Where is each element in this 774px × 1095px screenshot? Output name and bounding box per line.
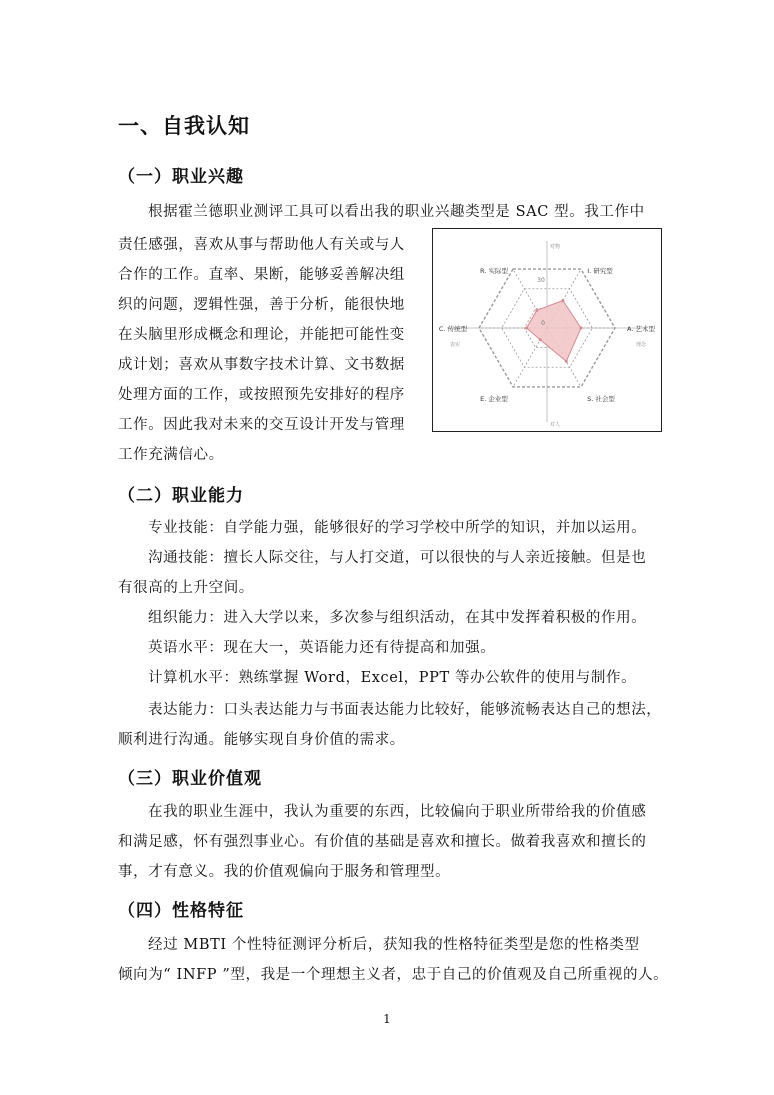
paragraph-line: 责任感强，喜欢从事与帮助他人有关或与人 <box>118 237 405 253</box>
page-number: 1 <box>383 1012 391 1026</box>
paragraph-line: 专业技能：自学能力强，能够很好的学习学校中所学的知识，并加以运用。 <box>148 520 647 536</box>
paragraph-line: 顺利进行沟通。能够实现自身价值的需求。 <box>118 732 405 748</box>
radar-category-label: I. 研究型 <box>587 267 613 275</box>
paragraph-line: 英语水平：现在大一，英语能力还有待提高和加强。 <box>148 640 496 656</box>
radar-category-label: C. 传统型 <box>438 325 468 333</box>
paragraph-line: 经过 MBTI 个性特征测评分析后，获知我的性格特征类型是您的性格类型 <box>148 937 640 953</box>
radar-data-point <box>539 338 542 341</box>
section-title-personality: （四）性格特征 <box>118 901 244 921</box>
radar-data-area <box>527 301 581 362</box>
radar-data-point <box>565 360 568 363</box>
section-heading: 一、自我认知 <box>118 114 250 138</box>
paragraph-line: 倾向为“ INFP ”型，我是一个理想主义者，忠于自己的价值观及自己所重视的人。 <box>118 967 669 983</box>
axis-label-top: 对物 <box>549 244 561 250</box>
paragraph-line: 工作充满信心。 <box>118 447 224 463</box>
paragraph-line: 织的问题，逻辑性强，善于分析，能很快地 <box>118 297 405 313</box>
radar-category-label: E. 企业型 <box>480 395 508 403</box>
holland-radar-chart <box>432 228 662 432</box>
paragraph-line: 根据霍兰德职业测评工具可以看出我的职业兴趣类型是 SAC 型。我工作中 <box>148 204 645 220</box>
axis-label-left: 表实 <box>449 342 461 348</box>
radar-tick-label: 30 <box>537 277 545 284</box>
radar-data-point <box>580 327 583 330</box>
radar-category-label: S. 社会型 <box>587 395 615 403</box>
paragraph-line: 在我的职业生涯中，我认为重要的东西，比较偏向于职业所带给我的价值感 <box>148 804 647 820</box>
paragraph-line: 合作的工作。直率、果断，能够妥善解决组 <box>118 267 405 283</box>
section-title-values: （三）职业价值观 <box>118 769 262 789</box>
paragraph-line: 工作。因此我对未来的交互设计开发与管理 <box>118 417 405 433</box>
radar-data-point <box>535 309 538 312</box>
paragraph-line: 成计划；喜欢从事数字技术计算、文书数据 <box>118 357 405 373</box>
section-title-ability: （二）职业能力 <box>118 486 244 506</box>
radar-svg <box>433 229 661 431</box>
paragraph-line: 计算机水平：熟练掌握 Word，Excel，PPT 等办公软件的使用与制作。 <box>148 670 637 686</box>
paragraph-line: 事，才有意义。我的价值观偏向于服务和管理型。 <box>118 864 451 880</box>
paragraph-line: 和满足感，怀有强烈事业心。有价值的基础是喜欢和擅长。做着我喜欢和擅长的 <box>118 834 647 850</box>
paragraph-line: 有很高的上升空间。 <box>118 580 254 596</box>
paragraph-line: 处理方面的工作，或按照预先安排好的程序 <box>118 387 405 403</box>
radar-category-label: R. 实际型 <box>480 267 508 275</box>
paragraph-line: 沟通技能：擅长人际交往，与人打交道，可以很快的与人亲近接触。但是也 <box>148 550 647 566</box>
radar-tick-label: 0 <box>541 320 545 327</box>
axis-label-right: 理念 <box>635 342 647 348</box>
paragraph-line: 表达能力：口头表达能力与书面表达能力比较好，能够流畅表达自己的想法， <box>148 702 662 718</box>
section-title-interest: （一）职业兴趣 <box>118 167 244 187</box>
radar-data-point <box>525 327 528 330</box>
radar-data-point <box>561 299 564 302</box>
paragraph-line: 组织能力：进入大学以来，多次参与组织活动，在其中发挥着积极的作用。 <box>148 610 647 626</box>
radar-category-label: A. 艺术型 <box>627 325 655 333</box>
axis-label-bottom: 对人 <box>549 422 561 428</box>
paragraph-line: 在头脑里形成概念和理论，并能把可能性变 <box>118 327 405 343</box>
